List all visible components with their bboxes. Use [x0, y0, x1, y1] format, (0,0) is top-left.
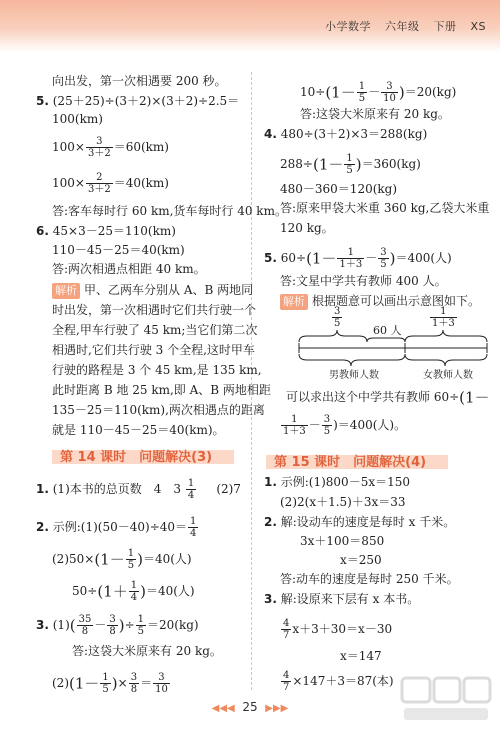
denominator: 7	[283, 630, 290, 641]
paren: (1－	[312, 155, 344, 174]
text: (1)本书的总页数 4 3	[52, 482, 182, 496]
expression: 45×3－25＝110(km)	[52, 224, 176, 238]
analysis-tag: 解析	[280, 294, 308, 310]
fraction	[77, 614, 94, 637]
numerator: 3	[86, 136, 113, 148]
numerator: 1	[358, 81, 366, 92]
denominator: 5	[102, 684, 109, 695]
text: 根据题意可以画出示意图如下。	[312, 294, 481, 308]
left-p2-c	[72, 580, 195, 603]
brace-top-right	[405, 330, 487, 342]
text: 50÷	[72, 584, 98, 598]
denominator: 4	[190, 528, 197, 539]
numerator: 1	[137, 614, 145, 625]
left-q5-line-b: 100(km)	[52, 112, 103, 126]
left-q5-answer: 答:客车每时行 60 km,货车每时行 40 km。	[52, 204, 287, 218]
fraction	[381, 81, 398, 104]
text: 解:设动车的速度是每时 x 千米。	[280, 515, 456, 529]
right-s3-d	[280, 670, 394, 693]
paren: (	[69, 616, 76, 635]
denominator: 7	[283, 682, 290, 693]
term-label: 下册	[433, 20, 457, 33]
left-p3-b	[52, 672, 171, 695]
left-analysis-line-3: 全程,甲车行驶了 45 km;当它们第二次	[52, 323, 258, 337]
left-analysis-line-7: 135－25＝110(km),两次相遇点的距离	[52, 403, 265, 417]
denominator: 8	[109, 626, 116, 637]
text: ＝20(kg)	[404, 85, 457, 99]
paren: (1－	[94, 550, 125, 569]
denominator: 3＋2	[87, 184, 111, 195]
text: ＝40(km)	[113, 176, 169, 190]
left-q5-line-d	[52, 172, 169, 195]
right-q4-b	[280, 153, 421, 176]
text: ＝40(人)	[145, 584, 195, 598]
operator: －	[308, 418, 321, 432]
left-p3-answer: 答:这袋大米原来有 20 kg。	[72, 644, 222, 658]
left-p1	[36, 478, 241, 501]
fraction	[107, 614, 117, 637]
numerator: 1	[430, 306, 457, 318]
fraction	[86, 172, 113, 195]
question-number: 3.	[36, 618, 49, 632]
numerator: 1	[102, 672, 109, 683]
denominator: 5	[358, 93, 366, 104]
question-number: 5.	[264, 251, 277, 265]
text: ＝400(人)	[395, 251, 452, 265]
numerator: 1	[337, 247, 364, 259]
operator: ×	[117, 676, 128, 690]
text: (2)	[52, 676, 69, 690]
right-s2-answer: 答:动车的速度是每时 250 千米。	[280, 572, 459, 586]
operator: ÷	[124, 618, 135, 632]
numerator: 3	[381, 81, 398, 93]
numerator: 3	[380, 247, 387, 258]
denominator: 5	[380, 259, 387, 270]
numerator: 2	[86, 172, 113, 184]
fraction	[136, 614, 146, 637]
paren: (1＋	[97, 582, 128, 601]
text: 示例:(1)(50－40)÷40＝	[52, 520, 188, 534]
right-s2-a	[264, 514, 455, 530]
operator: －	[365, 251, 378, 265]
grade-label: 六年级	[384, 20, 420, 33]
diagram-mid-label: 60 人	[373, 324, 402, 337]
brace-bottom-left	[299, 354, 405, 366]
text: 示例:(1)800－5x＝150	[280, 475, 411, 489]
brace-top-mid	[367, 338, 405, 342]
question-number: 1.	[36, 482, 49, 496]
right-analysis-line-2	[286, 389, 490, 406]
text: x＋3＋30＝x－30	[292, 622, 393, 636]
paren: )	[140, 582, 146, 601]
numerator: 3	[153, 672, 170, 684]
left-q6-answer: 答:两次相遇点相距 40 km。	[52, 262, 206, 276]
question-number: 2.	[264, 515, 277, 529]
left-analysis-line-8: 就是 110－45－25＝40(km)。	[52, 423, 225, 437]
text: (2)50×	[52, 552, 95, 566]
question-number: 6.	[36, 224, 49, 238]
expression: 480÷(3＋2)×3＝288(kg)	[280, 127, 428, 141]
fraction	[186, 478, 196, 501]
denominator: 5	[323, 426, 331, 437]
paren: )	[398, 83, 405, 102]
text: ＝60(km)	[113, 140, 169, 154]
fraction	[86, 136, 113, 159]
denominator: 1＋3	[432, 318, 455, 329]
question-number: 3.	[264, 592, 277, 606]
fraction	[378, 247, 388, 270]
fraction	[129, 672, 139, 695]
diagram-female-label: 女教师人数	[423, 370, 473, 381]
denominator: 5	[334, 318, 341, 329]
fraction	[281, 414, 308, 437]
text: ＝40(人)	[142, 552, 192, 566]
brace-bottom-right	[405, 354, 487, 366]
numerator: 4	[283, 618, 290, 629]
text: (2)7	[216, 482, 241, 496]
next-arrows-icon: ▶▶▶	[265, 703, 289, 714]
question-number: 1.	[264, 475, 277, 489]
question-number: 4.	[264, 127, 277, 141]
prev-arrows-icon: ◀◀◀	[211, 703, 235, 714]
text: 10÷	[300, 85, 326, 99]
numerator: 1	[127, 548, 135, 559]
right-s1-b: (2)2(x＋1.5)＋3x＝33	[280, 495, 406, 509]
right-s3-b	[280, 618, 392, 641]
denominator: 5	[137, 626, 145, 637]
text: 288÷	[280, 157, 313, 171]
numerator: 3	[323, 414, 331, 425]
paren: (1－	[325, 83, 356, 102]
edition-label: XS	[470, 20, 486, 33]
numerator: 3	[130, 672, 138, 683]
lesson-15-title: 第 15 课时 问题解决(4)	[274, 455, 427, 470]
right-s3-a	[264, 591, 419, 607]
analysis-tag: 解析	[52, 283, 80, 299]
fraction	[153, 672, 170, 695]
left-analysis-line-4: 相遇时,它们共行驶 3 个全程,这时甲车	[52, 343, 255, 357]
numerator: 1	[130, 580, 138, 591]
paren: )	[355, 155, 362, 174]
text: 解:设原来下层有 x 本书。	[280, 592, 420, 606]
right-q4-a	[264, 126, 427, 142]
text: )＝400(人)。	[333, 418, 407, 432]
left-analysis-line-2: 时出发，第一次相遇时它们共行驶一个	[52, 303, 257, 317]
left-analysis-line-1	[52, 282, 253, 299]
left-analysis-line-6: 此时距离 B 地 25 km,即 A、B 两地相距	[52, 383, 271, 397]
paren: (1－	[306, 249, 337, 268]
fraction	[126, 548, 136, 571]
fraction	[344, 153, 354, 176]
paren: )	[137, 550, 143, 569]
left-q5-line-a	[36, 93, 239, 109]
denominator: 5	[346, 165, 353, 176]
page-number: 25	[242, 700, 258, 714]
subject-label: 小学数学	[324, 20, 371, 33]
numerator: 1	[187, 478, 195, 489]
right-r1-answer: 答:这袋大米原来有 20 kg。	[300, 107, 450, 121]
left-p2-b	[52, 548, 192, 571]
right-analysis-line-3	[280, 414, 406, 437]
lesson-14-title: 第 14 课时 问题解决(3)	[60, 450, 213, 465]
left-line-1: 向出发，第一次相遇要 200 秒。	[52, 74, 227, 88]
left-p2-a	[36, 516, 199, 539]
diagram-fraction-left	[332, 306, 342, 329]
fraction	[322, 414, 332, 437]
diagram-fraction-right	[430, 306, 457, 329]
right-s3-c: x＝147	[340, 649, 382, 663]
paren: (1－	[69, 674, 100, 693]
fraction	[129, 580, 139, 603]
text: 可以求出这个中学共有教师 60÷	[286, 390, 460, 404]
numerator: 1	[346, 153, 353, 164]
left-q6-line-a	[36, 223, 176, 239]
text: 100×	[52, 140, 85, 154]
left-q6-line-b: 110－45－25＝40(km)	[52, 243, 185, 257]
denominator: 10	[383, 93, 396, 104]
fraction	[357, 81, 367, 104]
fraction	[337, 247, 364, 270]
denominator: 4	[130, 592, 138, 603]
expression: (25＋25)÷(3＋2)×(3＋2)÷2.5＝	[52, 94, 240, 108]
fraction	[188, 516, 198, 539]
right-s2-c: x＝250	[340, 553, 382, 567]
fraction	[281, 670, 291, 693]
denominator: 1＋3	[339, 259, 363, 270]
question-number: 2.	[36, 520, 49, 534]
paren: (1－	[459, 388, 490, 407]
numerator: 3	[109, 614, 116, 625]
left-q5-line-c	[52, 136, 169, 159]
operator: －	[368, 85, 381, 99]
fraction	[100, 672, 110, 695]
right-s1-a	[264, 474, 410, 490]
operator: ＝	[140, 676, 153, 690]
text: ×147＋3＝87(本)	[292, 674, 394, 688]
right-s2-b: 3x＋100＝850	[300, 534, 385, 548]
page-header	[315, 18, 486, 34]
numerator: 1	[190, 516, 197, 527]
left-p3-a	[36, 614, 199, 637]
right-q5-a	[264, 247, 452, 270]
denominator: 10	[155, 684, 168, 695]
operator: －	[94, 618, 107, 632]
question-number: 5.	[36, 94, 49, 108]
text: (1)	[52, 618, 70, 632]
text: 60÷	[280, 251, 307, 265]
right-q4-answer: 答:原来甲袋大米重 360 kg,乙袋大米重	[280, 201, 490, 215]
left-analysis-line-5: 行驶的路程是 3 个 45 km,是 135 km,	[52, 363, 262, 377]
denominator: 8	[81, 626, 89, 637]
right-q4-answer-2: 120 kg。	[280, 221, 334, 235]
denominator: 4	[187, 490, 195, 501]
denominator: 1＋3	[283, 426, 306, 437]
right-q5-answer: 答:文星中学共有教师 400 人。	[280, 274, 447, 288]
denominator: 8	[130, 684, 138, 695]
right-q4-c: 480－360＝120(kg)	[280, 182, 398, 196]
numerator: 1	[281, 414, 308, 426]
paren: )	[111, 674, 118, 693]
column-divider	[251, 72, 252, 690]
brace-top-left	[299, 330, 367, 342]
numerator: 35	[78, 614, 92, 625]
paren: )	[389, 249, 396, 268]
paren: )	[118, 616, 125, 635]
denominator: 3＋2	[87, 148, 111, 159]
numerator: 4	[283, 670, 290, 681]
text: ＝360(kg)	[361, 157, 421, 171]
teacher-ratio-diagram	[293, 306, 491, 382]
fraction	[281, 618, 291, 641]
numerator: 3	[334, 306, 341, 317]
text: 甲、乙两车分别从 A、B 两地同	[84, 283, 254, 297]
denominator: 5	[127, 560, 135, 571]
text: ＝20(kg)	[147, 618, 199, 632]
text: 100×	[52, 176, 85, 190]
watermark-logo	[398, 672, 494, 724]
right-line-1	[300, 81, 456, 104]
diagram-male-label: 男教师人数	[329, 370, 379, 381]
